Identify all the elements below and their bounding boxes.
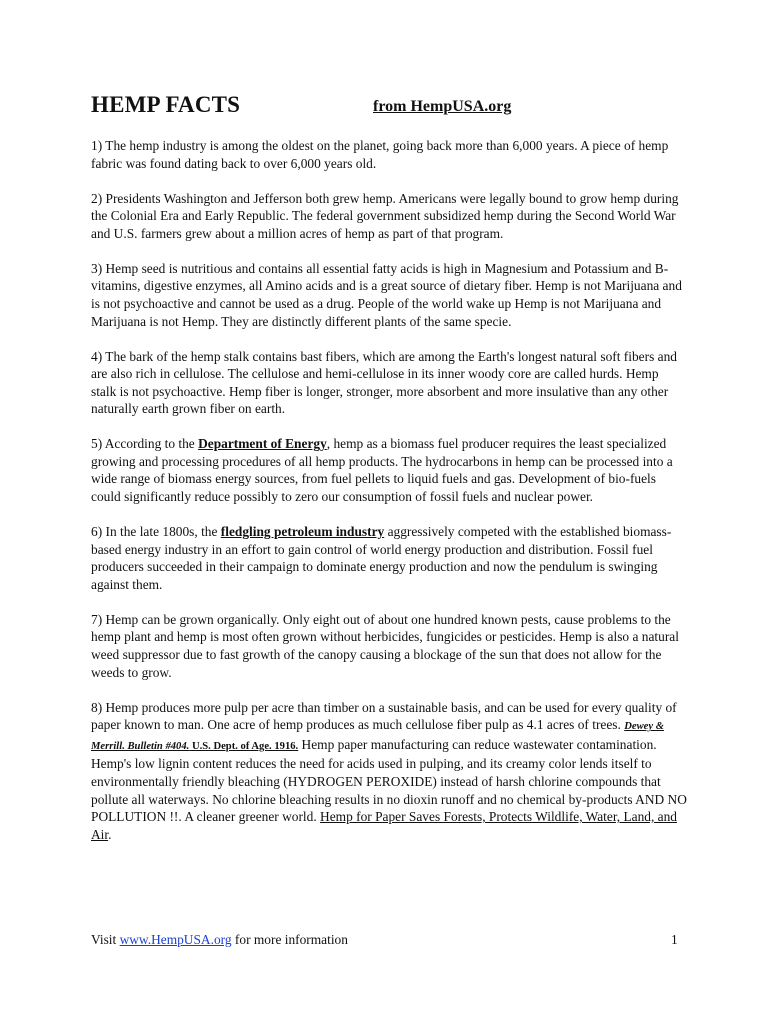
fact-6-text: aggressively competed with the established biomass-based energy industry in an effort to gain control of world energy production and distribution. Fossil fuel producers succeeded in their campaign to dominate energy production and now the pendulum is swinging against them. [91, 524, 672, 592]
hemp-for-paper-link[interactable]: Hemp for Paper Saves Forests, Protects Wildlife, Water, Land, and Air [91, 809, 678, 842]
footer-website-link[interactable]: www.HempUSA.org [119, 932, 232, 947]
page-title: HEMP FACTS [91, 92, 241, 117]
fact-8-text: Hemp paper manufacturing can reduce wastewater contamination. Hemp's low lignin content reduces the need for acids used in pulping, and its creamy color lends itself to environmentally friendly bleaching (HYDROGEN PEROXIDE) instead of harsh chlorine compounds that pollute all waterways. No chlorine bleaching results in no dioxin runoff and no chemical by-products AND NO POLLUTION !!. A cleaner greener world. [91, 736, 687, 825]
fact-5-text: , hemp as a biomass fuel producer requires the least specialized growing and processing procedures of all hemp products. The hydrocarbons in hemp can be processed into a wide range of biomass energy sources, from fuel pellets to liquid fuels and gas. Development of bio-fuels could significantly reduce possibly to zero our consumption of fossil fuels and nuclear power. [91, 436, 673, 505]
fact-7: 7) Hemp can be grown organically. Only eight out of about one hundred known pests, cause problems to the hemp plant and hemp is most often grown without herbicides, fungicides or pesticides. Hemp is also a natural weed suppressor due to fast growth of the canopy causing a blockage of the sun that does not allow for the weeds to grow. [91, 611, 679, 680]
footer-prefix: Visit [91, 932, 120, 947]
fact-6-lead: 6) In the late 1800s, the [91, 524, 221, 540]
fact-5-lead: 5) According to the [91, 436, 199, 452]
source-link[interactable]: from HempUSA.org [373, 98, 512, 115]
footer-suffix: for more information [231, 932, 348, 947]
fact-8 [91, 699, 687, 844]
fact-6 [91, 523, 687, 593]
footer [91, 931, 348, 948]
fact-8-lead: 8) Hemp produces more pulp per acre than timber on a sustainable basis, and can be used for every quality of paper known to man. One acre of hemp produces as much cellulose fiber pulp as 4.1 acres of trees. [91, 699, 677, 733]
fact-5 [91, 435, 687, 505]
petroleum-industry-link[interactable]: fledgling petroleum industry [220, 524, 385, 540]
citation-rest: U.S. Dept. of Age. 1916. [189, 740, 299, 752]
fact-2: 2) Presidents Washington and Jefferson both grew hemp. Americans were legally bound to grow hemp during the Colonial Era and Early Republic. The federal government subsidized hemp during the Second World War and U.S. farmers grew about a million acres of hemp as part of that program. [91, 190, 679, 241]
fact-1: 1) The hemp industry is among the oldest on the planet, going back more than 6,000 years. A piece of hemp fabric was found dating back to over 6,000 years old. [91, 138, 669, 171]
department-of-energy-link[interactable]: Department of Energy [198, 436, 327, 452]
fact-8-end: . [108, 826, 112, 842]
fact-4: 4) The bark of the hemp stalk contains bast fibers, which are among the Earth's longest natural soft fibers and are also rich in cellulose. The cellulose and hemi-cellulose in its inner woody core are called hurds. Hemp stalk is not psychoactive. Hemp fiber is longer, stronger, more absorbent and more insulative than any other naturally earth grown fiber on earth. [91, 348, 677, 417]
fact-3: 3) Hemp seed is nutritious and contains all essential fatty acids is high in Magnesium and Potassium and B-vitamins, digestive enzymes, all Amino acids and is a great source of dietary fiber. Hemp is not Marijuana and is not psychoactive and cannot be used as a drug. People of the world wake up Hemp is not Marijuana and Marijuana is not Hemp. They are distinctly different plants of the same specie. [91, 260, 682, 329]
citation-italic: Dewey & Merrill. Bulletin #404. [91, 721, 664, 752]
document-body [91, 137, 687, 861]
page-number: 1 [671, 932, 678, 947]
